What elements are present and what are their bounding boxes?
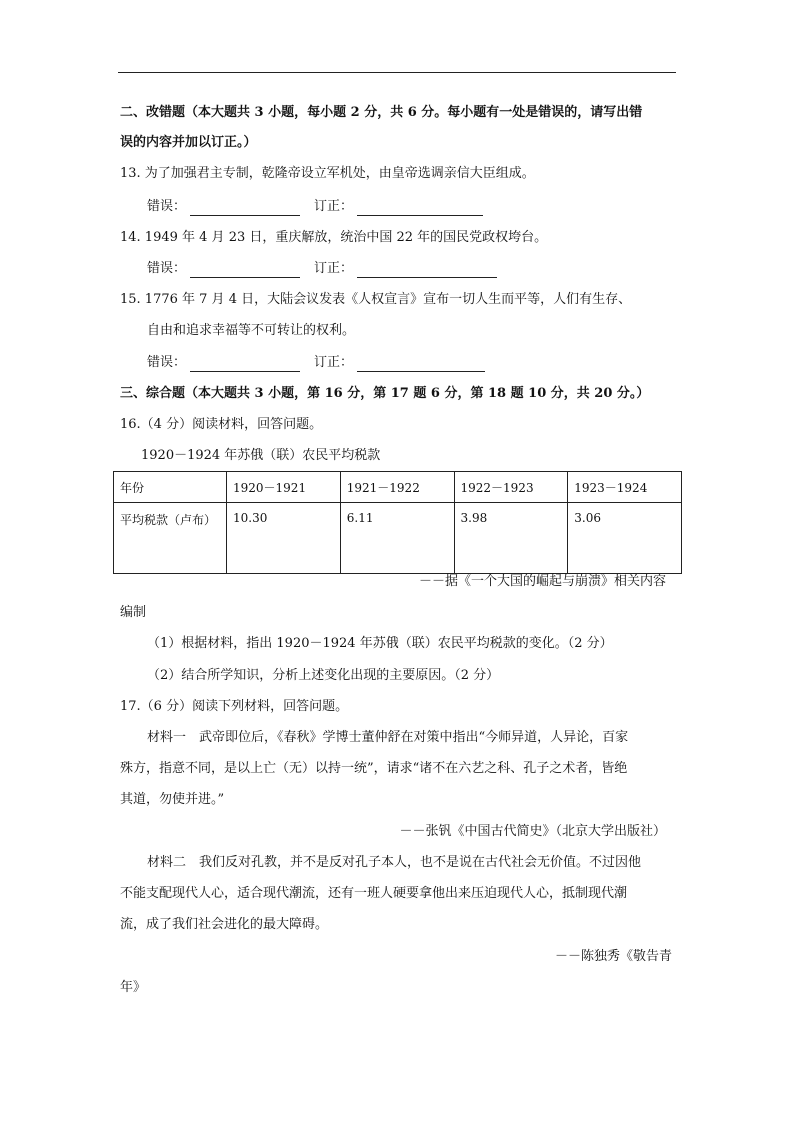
error-label: 错误：	[147, 261, 187, 276]
table-header-cell: 1921－1922	[340, 472, 454, 503]
table-title: 1920－1924 年苏俄（联）农民平均税款	[141, 448, 381, 463]
q15-correct-blank[interactable]	[357, 357, 485, 372]
table-cell: 6.11	[340, 503, 454, 574]
q15-error-blank[interactable]	[190, 357, 300, 372]
q15-answer-row	[147, 354, 485, 372]
table-header-cell: 1922－1923	[454, 472, 568, 503]
error-label: 错误：	[147, 355, 187, 370]
table-source-line2: 编制	[120, 605, 147, 620]
error-label: 错误：	[147, 199, 187, 214]
question-15-line2: 自由和追求幸福等不可转让的权利。	[147, 323, 356, 338]
tax-table	[113, 471, 682, 574]
material1-line2: 殊方，指意不同，是以上亡（无）以持一统”，请求“诸不在六艺之科、孔子之术者，皆绝	[120, 761, 628, 776]
header-rule	[118, 72, 676, 73]
q14-answer-row	[147, 260, 497, 278]
table-cell: 10.30	[227, 503, 341, 574]
material1-line3: 其道，勿使并进。”	[120, 792, 225, 807]
q13-error-blank[interactable]	[190, 201, 300, 216]
question-16-intro: 16.（4 分）阅读材料，回答问题。	[120, 417, 323, 432]
table-cell: 平均税款（卢布）	[114, 503, 227, 574]
question-16-2: （2）结合所学知识，分析上述变化出现的主要原因。（2 分）	[147, 668, 500, 683]
correct-label: 订正：	[314, 261, 354, 276]
question-15-line1: 15. 1776 年 7 月 4 日，大陆会议发表《人权宣言》宣布一切人生而平等，人们有生存、	[120, 292, 632, 307]
question-17-intro: 17.（6 分）阅读下列材料，回答问题。	[120, 699, 349, 714]
material2-source-line2: 年》	[120, 980, 147, 995]
section3-heading: 三、综合题（本大题共 3 小题，第 16 分，第 17 题 6 分，第 18 题 10 分，共 20 分。）	[120, 386, 650, 401]
table-cell: 3.98	[454, 503, 568, 574]
q14-error-blank[interactable]	[190, 263, 300, 278]
q14-correct-blank[interactable]	[357, 263, 497, 278]
table-header-cell: 年份	[114, 472, 227, 503]
section2-heading-line1: 二、改错题（本大题共 3 小题，每小题 2 分，共 6 分。每小题有一处是错误的，请写出错	[120, 105, 643, 120]
table-cell: 3.06	[568, 503, 682, 574]
table-source-line1: －－据《一个大国的崛起与崩溃》相关内容	[418, 574, 666, 589]
correct-label: 订正：	[314, 199, 354, 214]
table-header-row	[114, 472, 682, 503]
q13-answer-row	[147, 198, 483, 216]
material1-source: －－张钒《中国古代简史》（北京大学出版社）	[399, 824, 666, 839]
table-header-cell: 1920－1921	[227, 472, 341, 503]
material2-line1: 材料二 我们反对孔教，并不是反对孔子本人，也不是说在古代社会无价值。不过因他	[147, 855, 642, 870]
question-16-1: （1）根据材料，指出 1920－1924 年苏俄（联）农民平均税款的变化。（2 分）	[147, 636, 613, 651]
correct-label: 订正：	[314, 355, 354, 370]
table-row	[114, 503, 682, 574]
material1-line1: 材料一 武帝即位后，《春秋》学博士董仲舒在对策中指出“今师异道，人异论，百家	[147, 730, 629, 745]
material2-source-line1: －－陈独秀《敬告青	[554, 949, 672, 964]
material2-line2: 不能支配现代人心，适合现代潮流，还有一班人硬要拿他出来压迫现代人心，抵制现代潮	[120, 886, 628, 901]
question-13: 13. 为了加强君主专制，乾隆帝设立军机处，由皇帝选调亲信大臣组成。	[120, 166, 535, 181]
material2-line3: 流，成了我们社会进化的最大障碍。	[120, 917, 329, 932]
section2-heading-line2: 误的内容并加以订正。）	[120, 135, 257, 150]
q13-correct-blank[interactable]	[357, 201, 483, 216]
question-14: 14. 1949 年 4 月 23 日，重庆解放，统治中国 22 年的国民党政权垮台。	[120, 230, 548, 245]
table-header-cell: 1923－1924	[568, 472, 682, 503]
